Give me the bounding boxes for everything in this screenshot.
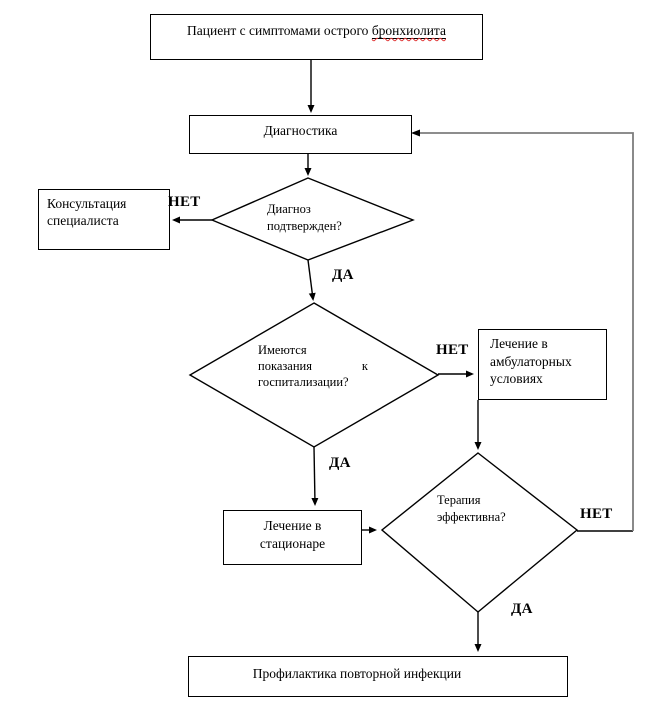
hospitalization-decision-line2-right: к [361,359,368,373]
consultation-box [38,189,170,250]
hospitalization-decision-line1: Имеются [258,343,307,357]
therapy-yes-label: ДА [511,601,533,617]
therapy-decision-line1: Терапия [437,493,481,507]
prevention-box [188,656,568,697]
diagnosis-decision-line2: подтвержден? [267,219,342,233]
therapy-no-label: НЕТ [580,506,613,522]
diagnosis-no-label: НЕТ [168,194,201,210]
ambulatory-label-line3: условиях [490,371,543,386]
hospitalization-decision-line2 [258,358,368,374]
patient-label-prefix: Пациент с симптомами острого [187,23,372,38]
diagnostics-label: Диагностика [263,123,338,138]
diagnosis-decision-line1: Диагноз [267,202,311,216]
patient-label-misspelled-word: бронхиолита [371,23,446,38]
edge-feedback-arrowhead [411,130,420,137]
ambulatory-box [478,329,607,400]
therapy-decision-label [437,492,529,525]
hospitalization-decision-label [258,342,368,390]
diagnosis-decision-label [267,201,367,235]
hospitalization-yes-label: ДА [329,455,351,471]
prevention-label: Профилактика повторной инфекции [252,666,462,681]
edge-diagnosis-yes [308,260,313,299]
inpatient-label-line2: стационаре [259,535,326,551]
therapy-decision-diamond [382,453,577,612]
hospitalization-decision-line2-left: показания [258,359,312,373]
hospitalization-decision-line3: госпитализации? [258,375,349,389]
consultation-label-line2: специалиста [47,213,119,228]
consultation-label-line1: Консультация [47,196,127,211]
diagnostics-box [189,115,412,154]
therapy-decision-line2: эффективна? [437,509,506,524]
inpatient-box [223,510,362,565]
diagnosis-yes-label: ДА [332,267,354,283]
hospitalization-no-label: НЕТ [436,342,469,358]
patient-box [150,14,483,60]
ambulatory-label-line1: Лечение в [490,336,548,351]
inpatient-label-line1: Лечение в [263,518,322,533]
ambulatory-label-line2: амбулаторных [490,353,572,369]
edge-hospitalization-yes [314,447,315,504]
